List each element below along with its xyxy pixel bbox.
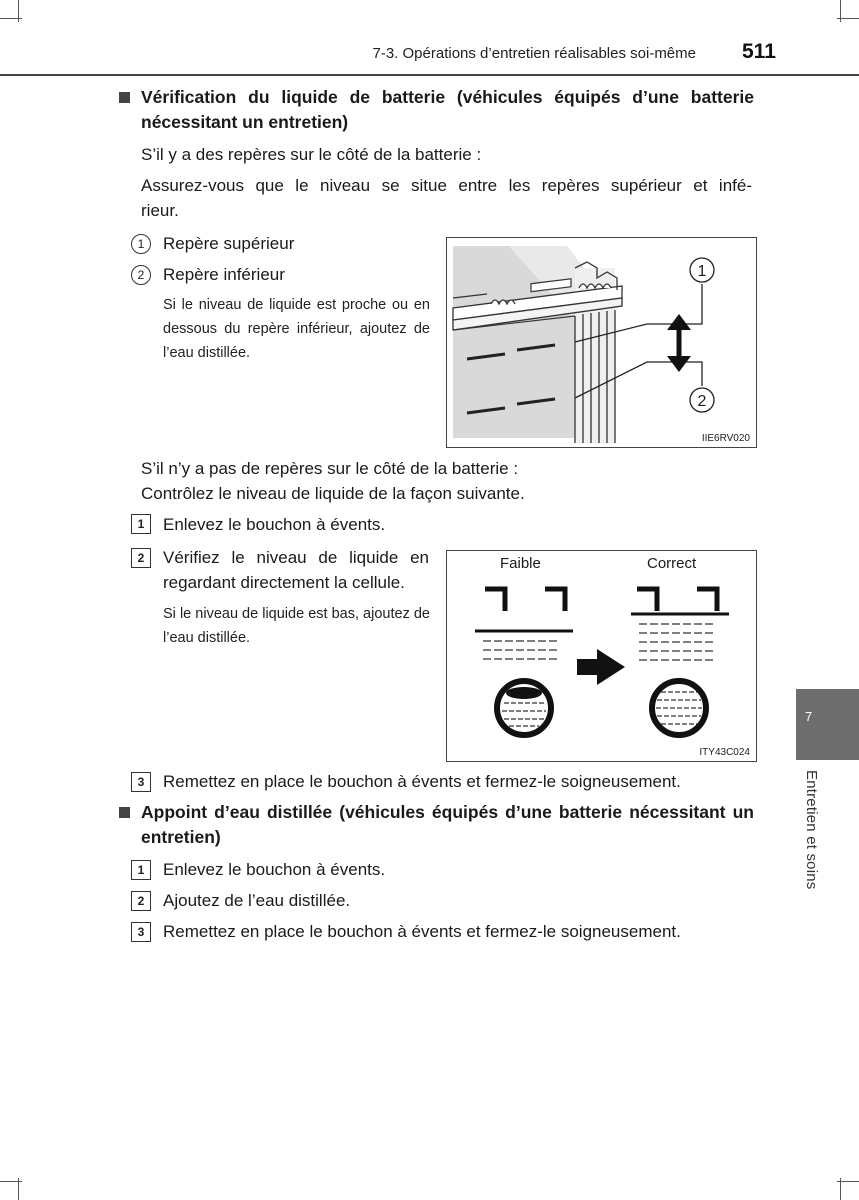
step-3-text: Remettez en place le bouchon à évents et fermez-le soigneusement.: [163, 772, 681, 791]
crop-mark: [837, 18, 859, 19]
figure-code: IIE6RV020: [701, 433, 750, 444]
section-title-battery-check: [119, 85, 754, 135]
step-number-2: 2: [131, 891, 151, 911]
step-number-1: 1: [131, 860, 151, 880]
header-section-title: 7-3. Opérations d’entretien réalisables soi-même: [372, 45, 696, 62]
step-number-3: 3: [131, 772, 151, 792]
low-level-note: Si le niveau de liquide est proche ou en dessous du repère inférieur, ajoutez de l’eau distillée.: [163, 297, 430, 361]
marker-label-upper: Repère supérieur: [163, 234, 295, 253]
section-title-text: Appoint d’eau distillée (véhicules équipés d’une batterie nécessitant un entretien): [141, 802, 754, 847]
chapter-label: Entretien et soins: [803, 770, 820, 890]
without-marks-line-1: S’il n’y a pas de repères sur le côté de la batterie :: [141, 459, 519, 478]
battery-level-marks-figure: [446, 237, 757, 448]
label-low: Faible: [500, 555, 541, 572]
ensure-level-line-2: rieur.: [141, 201, 179, 220]
marker-label-lower: Repère inférieur: [163, 265, 285, 284]
marker-number-2: 2: [131, 265, 151, 285]
crop-mark: [0, 1181, 22, 1182]
liquid-level-comparison-figure: [446, 550, 757, 762]
section-title-text: Vérification du liquide de batterie (véhicules équipés d’une batterie nécessitant un entretien): [141, 87, 754, 132]
crop-mark: [837, 1181, 859, 1182]
with-marks-intro: S’il y a des repères sur le côté de la batterie :: [141, 145, 482, 164]
figure-code: ITY43C024: [699, 747, 750, 758]
bullet-square-icon: [119, 807, 130, 818]
section-title-distilled-water: [119, 800, 754, 850]
step-1-text: Enlevez le bouchon à évents.: [163, 860, 386, 879]
svg-text:2: 2: [697, 393, 707, 410]
label-correct: Correct: [647, 555, 697, 572]
header-rule: [0, 74, 859, 76]
svg-text:1: 1: [697, 263, 707, 280]
step-2-text: Vérifiez le niveau de liquide en regardant directement la cellule.: [163, 548, 429, 592]
page-number: 511: [742, 40, 776, 63]
ensure-level-line-1: Assurez-vous que le niveau se situe entre les repères supérieur et infé-: [141, 176, 752, 195]
chapter-tab: [796, 689, 859, 760]
chapter-number: 7: [805, 709, 813, 724]
liquid-level-illustration: [447, 551, 756, 761]
marker-number-1: 1: [131, 234, 151, 254]
without-marks-line-2: Contrôlez le niveau de liquide de la façon suivante.: [141, 484, 525, 503]
step-3-text: Remettez en place le bouchon à évents et fermez-le soigneusement.: [163, 922, 681, 941]
step-2-text: Ajoutez de l’eau distillée.: [163, 891, 351, 910]
crop-mark: [0, 18, 22, 19]
step-number-2: 2: [131, 548, 151, 568]
step-number-1: 1: [131, 514, 151, 534]
step-number-3: 3: [131, 922, 151, 942]
step-1-text: Enlevez le bouchon à évents.: [163, 515, 386, 534]
step-2-note: Si le niveau de liquide est bas, ajoutez de l’eau distillée.: [163, 606, 430, 646]
bullet-square-icon: [119, 92, 130, 103]
battery-side-illustration: [447, 238, 756, 447]
